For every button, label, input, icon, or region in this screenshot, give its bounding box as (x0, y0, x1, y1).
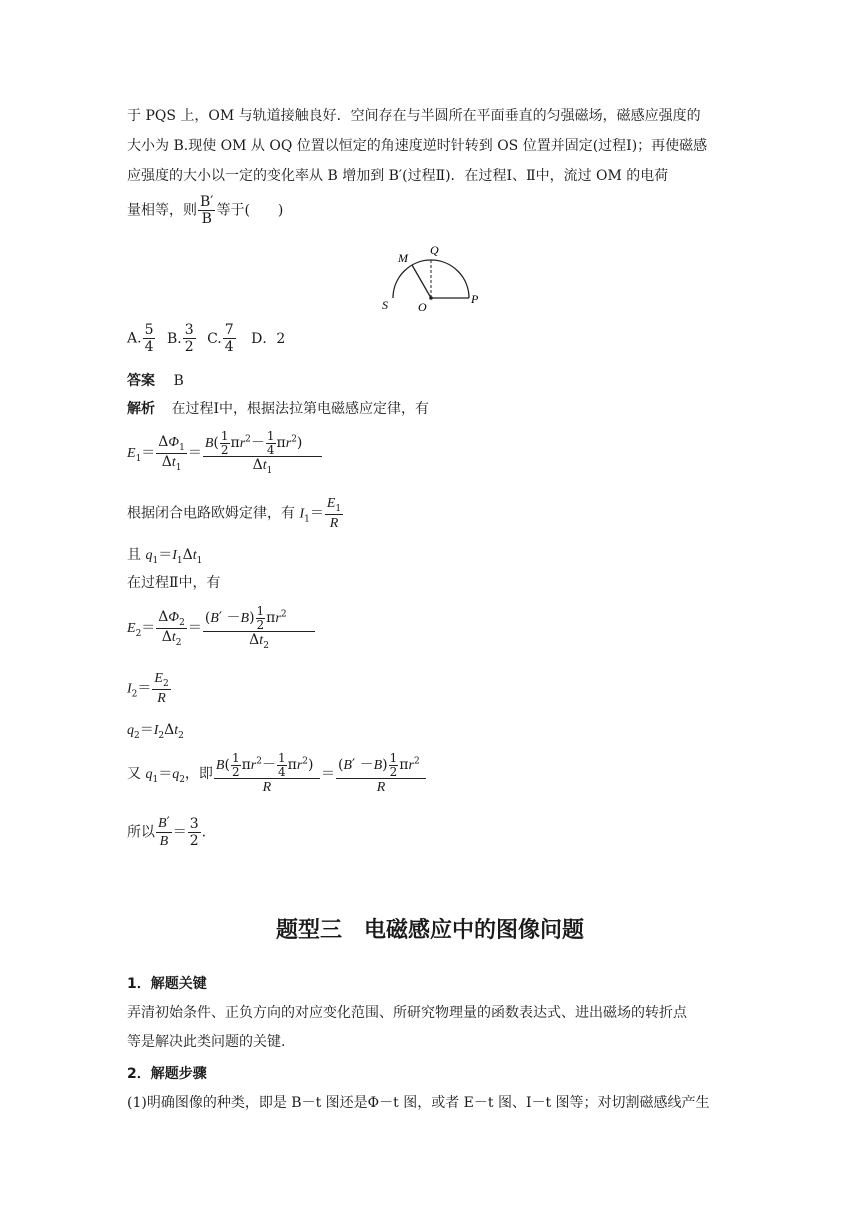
answer-value: B (173, 373, 184, 389)
problem-line-2: 大小为 B.现使 OM 从 OQ 位置以恒定的角速度逆时针转到 OS 位置并固定(过程Ⅰ)；再使磁感 (127, 138, 708, 154)
steps-line-1: (1)明确图像的种类，即是 B－t 图还是Φ－t 图，或者 E－t 图、I－t 图等；对切割磁感线产生 (127, 1095, 710, 1111)
equation-equal-charges: 又 $q_1=q_2$，即 B( $\frac{1}{2}$ $\pi r^2-$ $\frac{1}{4}$ $\pi r^2$) R ＝ (B′ －B) $\frac{1}{2}$ $\pi r^2$ R (127, 752, 427, 796)
problem-line-4-suffix: 等于( ) (216, 202, 284, 219)
steps-heading: 2．解题步骤 (127, 1066, 207, 1082)
label-m: M (398, 251, 408, 265)
option-a-label: A. (127, 330, 142, 347)
key-heading: 1．解题关键 (127, 976, 207, 992)
options-row (127, 322, 285, 355)
section-title: 题型三 电磁感应中的图像问题 (275, 918, 584, 943)
analysis-intro: 解析 在过程Ⅰ中，根据法拉第电磁感应定律，有 (127, 401, 429, 417)
key-line-1: 弄清初始条件、正负方向的对应变化范围、所研究物理量的函数表达式、进出磁场的转折点 (127, 1005, 687, 1021)
label-s: S (382, 298, 388, 312)
label-q: Q (430, 243, 439, 257)
equation-e1: $E_1=$ $\frac{\Delta\Phi_1}{\Delta t_1}$ ＝ B( $\frac{1}{2}$ $\pi r^2-$ $\frac{1}{4}$ $\pi r^2$) $\Delta t_1$ (127, 429, 321, 476)
answer-label: 答案 (127, 373, 155, 389)
label-o: O (418, 300, 427, 314)
key-line-2: 等是解决此类问题的关键. (127, 1034, 286, 1050)
option-c-label: C. (207, 330, 222, 347)
answer-line (127, 370, 184, 390)
label-p: P (471, 292, 479, 306)
equation-e2: $E_2=$ $\frac{\Delta\Phi_2}{\Delta t_2}$ ＝ (B′ －B) $\frac{1}{2}$ $\pi r^2$ $\Delta t_2$ (127, 605, 316, 651)
option-b-label: B. (166, 330, 182, 347)
q2-line: $q_2=I_2\Delta t_2$ (127, 722, 184, 741)
ohm-line: 根据闭合电路欧姆定律，有 $I_1=$ $\frac{E_1}{R}$ (127, 496, 342, 532)
pivot-point-o (429, 296, 433, 300)
option-d: D．2 (251, 330, 286, 347)
problem-line-4-prefix: 量相等，则 (127, 202, 197, 219)
problem-line-1: 于 PQS 上，OM 与轨道接触良好．空间存在与半圆所在平面垂直的匀强磁场，磁感应强度的 (127, 108, 701, 124)
equation-i2: $I_2=$ $\frac{E_2}{R}$ (127, 671, 169, 707)
option-a-fraction: $\frac{5}{4}$ (144, 322, 154, 356)
ratio-fraction: $\frac{B'}{B}$ (200, 194, 214, 228)
option-b-fraction: $\frac{3}{2}$ (184, 322, 194, 356)
process2-line: 在过程Ⅱ中，有 (127, 575, 221, 591)
problem-line-4 (127, 194, 283, 227)
q1-line: 且 $q_1=I_1\Delta t_1$ (127, 547, 203, 566)
om-rod (412, 265, 431, 298)
conclusion-line: 所以 $\frac{B'}{B}$ ＝ $\frac{3}{2}$ . (127, 815, 207, 850)
option-c-fraction: $\frac{7}{4}$ (224, 322, 234, 356)
analysis-label: 解析 (127, 401, 155, 417)
semicircle-figure (370, 240, 500, 315)
problem-line-3: 应强度的大小以一定的变化率从 B 增加到 B′(过程Ⅱ)．在过程Ⅰ、Ⅱ中，流过 OM 的电荷 (127, 168, 669, 184)
